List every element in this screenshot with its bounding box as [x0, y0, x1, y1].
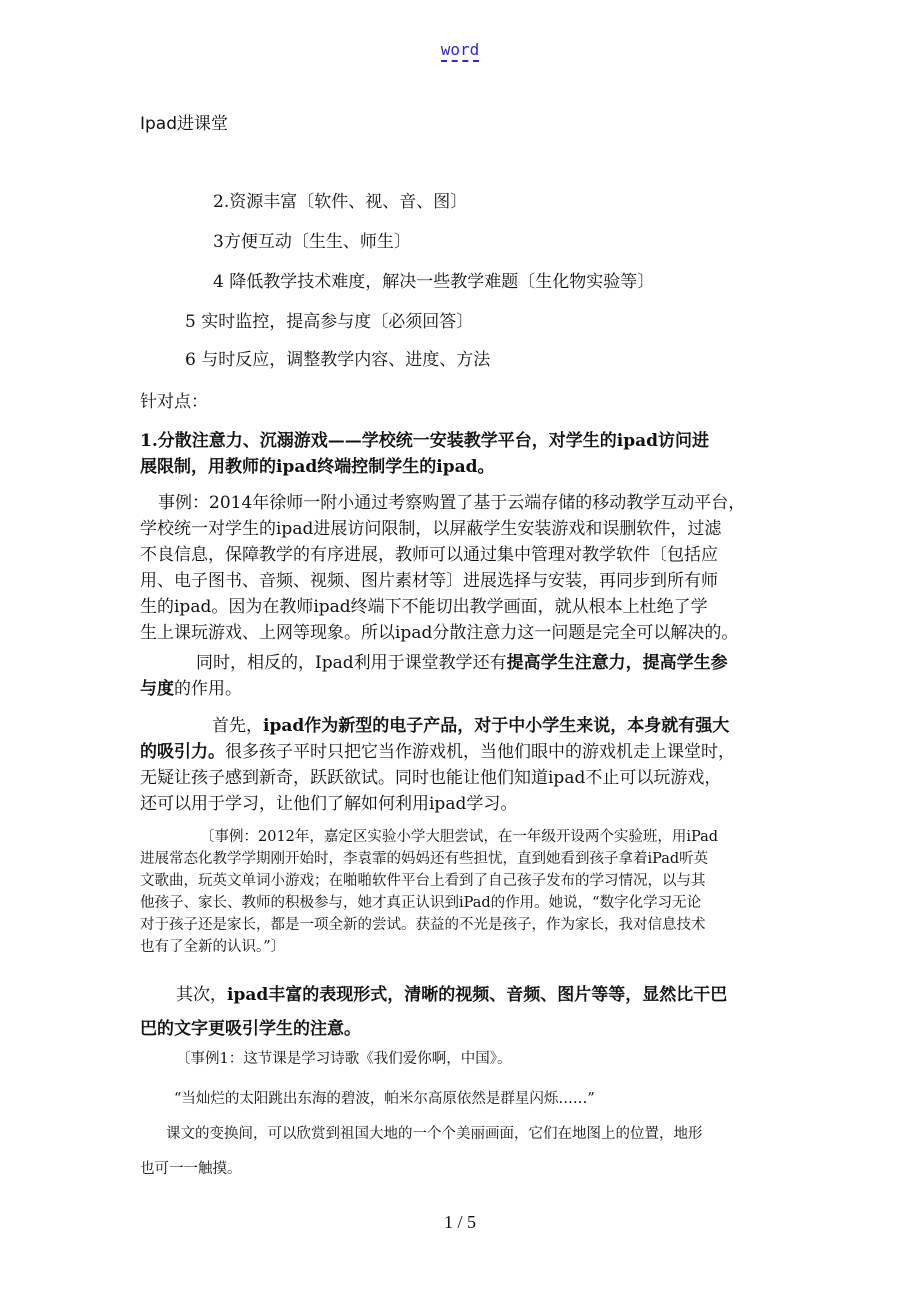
example-1-line: 不良信息，保障教学的有序进展，教师可以通过集中管理对教学软件〔包括应 [140, 545, 718, 565]
first-paragraph [140, 713, 735, 817]
second-bold-text: ipad丰富的表现形式，清晰的视频、音频、图片等等，显然比干巴 [227, 985, 728, 1005]
second-bold-text: 巴的文字更吸引学生的注意。 [140, 1019, 361, 1039]
example-3-title: 〔事例1：这节课是学习诗歌《我们爱你啊，中国》。 [176, 1051, 512, 1067]
example-2-line: 对于孩子还是家长，都是一项全新的尝试。获益的不光是孩子，作为家长，我对信息技术 [140, 917, 706, 933]
list-item: 3方便互动〔生生、师生〕 [213, 232, 411, 252]
page-header [0, 40, 920, 59]
example-2-line: 文歌曲，玩英文单词小游戏；在啪啪软件平台上看到了自己孩子发布的学习情况，以与其 [140, 873, 706, 889]
list-item: 4 降低教学技术难度，解决一些教学难题〔生化物实验等〕 [213, 272, 655, 292]
word-link[interactable]: word [441, 40, 480, 62]
example-2-line: 进展常态化教学学期刚开始时，李袁霏的妈妈还有些担忧，直到她看到孩子拿着iPad听英 [140, 851, 709, 867]
first-line: 还可以用于学习，让他们了解如何利用ipad学习。 [140, 794, 518, 814]
example-1-line: 生上课玩游戏、上网等现象。所以ipad分散注意力这一问题是完全可以解决的。 [140, 623, 739, 643]
first-line: 无疑让孩子感到新奇，跃跃欲试。同时也能让他们知道ipad不止可以玩游戏， [140, 768, 722, 788]
example-3-line: 课文的变换间，可以欣赏到祖国大地的一个个美丽画面，它们在地图上的位置，地形 [166, 1126, 703, 1142]
example-1-paragraph [140, 490, 745, 646]
example-3-quote: “当灿烂的太阳跳出东海的碧波，帕米尔高原依然是群星闪烁……” [174, 1091, 595, 1107]
meanwhile-text: 同时，相反的，Ipad利用于课堂教学还有 [196, 653, 507, 673]
first-bold-text: 的吸引力。 [140, 742, 225, 762]
point-1-line: 展限制，用教师的ipad终端控制学生的ipad。 [140, 457, 495, 477]
meanwhile-paragraph [140, 650, 728, 702]
first-text: 很多孩子平时只把它当作游戏机，当他们眼中的游戏机走上课堂时， [225, 742, 735, 762]
example-3-line: 也可一一触摸。 [140, 1161, 242, 1177]
example-2-paragraph [140, 826, 718, 958]
example-2-line: 他孩子、家长、教师的积极参与，她才真正认识到iPad的作用。她说，“数字化学习无论 [140, 895, 702, 911]
second-paragraph [140, 978, 727, 1046]
example-1-line: 学校统一对学生的ipad进展访问限制，以屏蔽学生安装游戏和误删软件，过滤 [140, 519, 722, 539]
document-title: Ipad进课堂 [140, 114, 229, 134]
example-2-line: 也有了全新的认识。”〕 [140, 939, 286, 955]
example-1-line: 用、电子图书、音频、视频、图片素材等〕进展选择与安装，再同步到所有师 [140, 571, 718, 591]
example-1-line: 生的ipad。因为在教师ipad终端下不能切出教学画面，就从根本上杜绝了学 [140, 597, 708, 617]
meanwhile-bold-text: 提高学生注意力，提高学生参 [506, 653, 728, 673]
meanwhile-text: 的作用。 [174, 679, 242, 699]
example-2-line: 〔事例：2012年，嘉定区实验小学大胆尝试，在一年级开设两个实验班，用iPad [200, 829, 719, 845]
second-text: 其次， [176, 985, 227, 1005]
point-1-line: 1.分散注意力、沉溺游戏——学校统一安装教学平台，对学生的ipad访问进 [140, 431, 709, 451]
list-item: 2.资源丰富〔软件、视、音、图〕 [213, 192, 468, 212]
page-number: 1 / 5 [443, 1212, 476, 1232]
point-1-heading [140, 428, 709, 480]
list-item: 5 实时监控，提高参与度〔必须回答〕 [185, 312, 474, 332]
list-item: 6 与时反应，调整教学内容、进度、方法 [185, 350, 491, 370]
meanwhile-bold-text: 与度 [140, 679, 174, 699]
section-subheading: 针对点： [140, 392, 208, 412]
example-1-line: 事例：2014年徐师一附小通过考察购置了基于云端存储的移动教学互动平台， [158, 493, 746, 513]
first-bold-text: ipad作为新型的电子产品，对于中小学生来说，本身就有强大 [263, 716, 730, 736]
first-text: 首先， [212, 716, 263, 736]
